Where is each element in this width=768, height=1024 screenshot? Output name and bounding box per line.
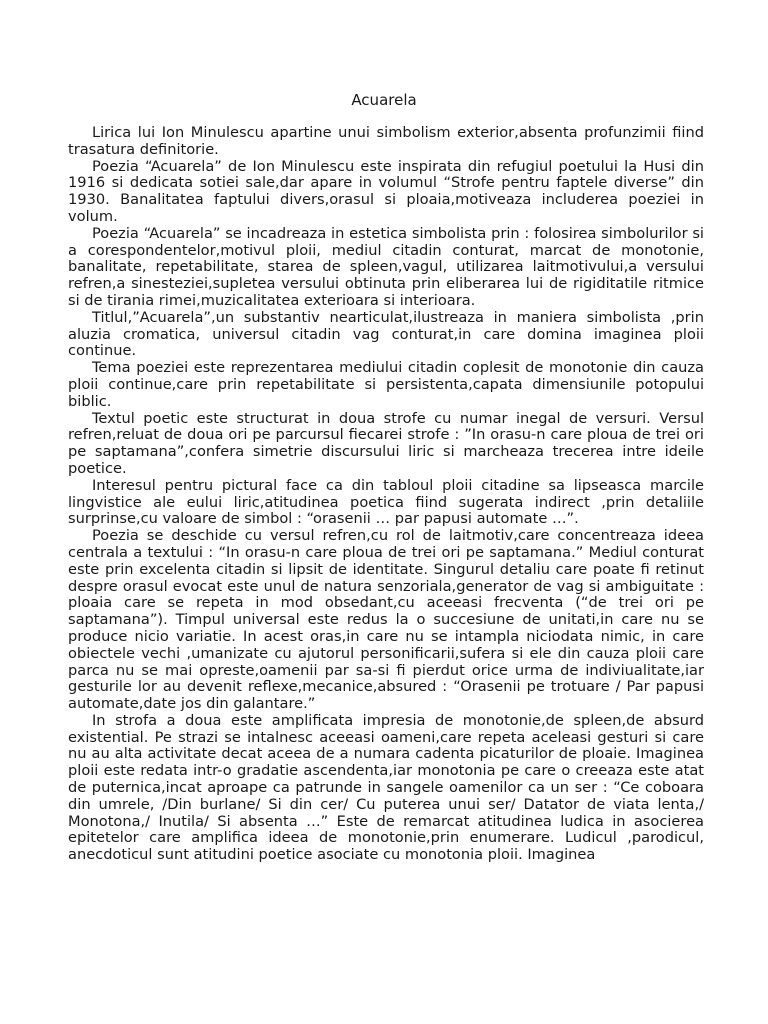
paragraph: Interesul pentru pictural face ca din tabloul ploii citadine sa lipseasca marcile lingvistice ale eului liric,atitudinea poetica fiind sugerata indirect ,prin detaliile surprinse,cu valoare de simbol : “orasenii … par papusi automate …”. [68,476,704,528]
paragraph: In strofa a doua este amplificata impresia de monotonie,de spleen,de absurd existential. Pe strazi se intalnesc aceeasi oameni,care repeta aceleasi gesturi si care nu au alta activitate decat aceea de a numara cadenta picaturilor de ploaie. Imaginea ploii este redata intr-o gradatie ascendenta,iar monotonia pe care o creeaza este atat de puternica,incat aproape ca patrunde in sangele oamenilor ca un ser : “Ce coboara din umrele, /Din burlane/ Si din cer/ Cu puterea unui ser/ Datator de viata lenta,/ Monotona,/ Inutila/ Si absenta …” Este de remarcat atitudinea ludica in asocierea epitetelor care amplifica ideea de monotonie,prin enumerare. Ludicul ,parodicul, anecdoticul sunt atitudini poetice asociate cu monotonia ploii. Imaginea [68,711,704,864]
document-title: Acuarela [351,91,417,109]
document-body [68,125,704,864]
paragraph: Poezia “Acuarela” de Ion Minulescu este inspirata din refugiul poetului la Husi din 1916 si dedicata sotiei sale,dar apare in volumul “Strofe pentru faptele diverse” din 1930. Banalitatea faptului divers,orasul si ploaia,motiveaza includerea poeziei in volum. [68,157,704,225]
paragraph: Titlul,”Acuarela”,un substantiv nearticulat,ilustreaza in maniera simbolista ,prin aluzia cromatica, universul citadin vag conturat,in care domina imaginea ploii continue. [68,308,704,360]
paragraph: Poezia se deschide cu versul refren,cu rol de laitmotiv,care concentreaza ideea centrala a textului : “In orasu-n care ploua de trei ori pe saptamana.” Mediul conturat este prin excelenta citadin si lipsit de identitate. Singurul detaliu care poate fi retinut despre orasul evocat este unul de natura senzoriala,generator de vag si ambiguitate : ploaia care se repeta in mod obsedant,cu aceeasi frecventa (“de trei ori pe saptamana”). Timpul universal este redus la o succesiune de unitati,in care nu se produce nicio variatie. In acest oras,in care nu se intampla niciodata nimic, in care obiectele vechi ,umanizate cu ajutorul personificarii,sufera si ele din cauza ploii care parca nu se mai opreste,oamenii par sa-si fi pierdut orice urma de indiviualitate,iar gesturile lor au devenit reflexe,mecanice,absured : “Orasenii pe trotuare / Par papusi automate,date jos din galantare.” [68,527,704,713]
paragraph: Textul poetic este structurat in doua strofe cu numar inegal de versuri. Versul refren,reluat de doua ori pe parcursul fiecarei strofe : ”In orasu-n care ploua de trei ori pe saptamana”,confera simetrie discursului liric si marcheaza trecerea intre ideile poetice. [68,409,704,477]
paragraph: Tema poeziei este reprezentarea mediului citadin coplesit de monotonie din cauza ploii continue,care prin repetabilitate si persistenta,capata dimensiunile potopului biblic. [68,359,704,410]
paragraph: Poezia “Acuarela” se incadreaza in estetica simbolista prin : folosirea simbolurilor si a corespondentelor,motivul ploii, mediul citadin conturat, marcat de monotonie, banalitate, repetabilitate, starea de spleen,vagul, utilizarea laitmotivului,a versului refren,a sinesteziei,supletea versului obtinuta prin eliberarea lui de rigiditatile ritmice si de tirania rimei,muzicalitatea exterioara si interioara. [68,224,704,309]
paragraph: Lirica lui Ion Minulescu apartine unui simbolism exterior,absenta profunzimii fiind trasatura definitorie. [68,124,704,158]
